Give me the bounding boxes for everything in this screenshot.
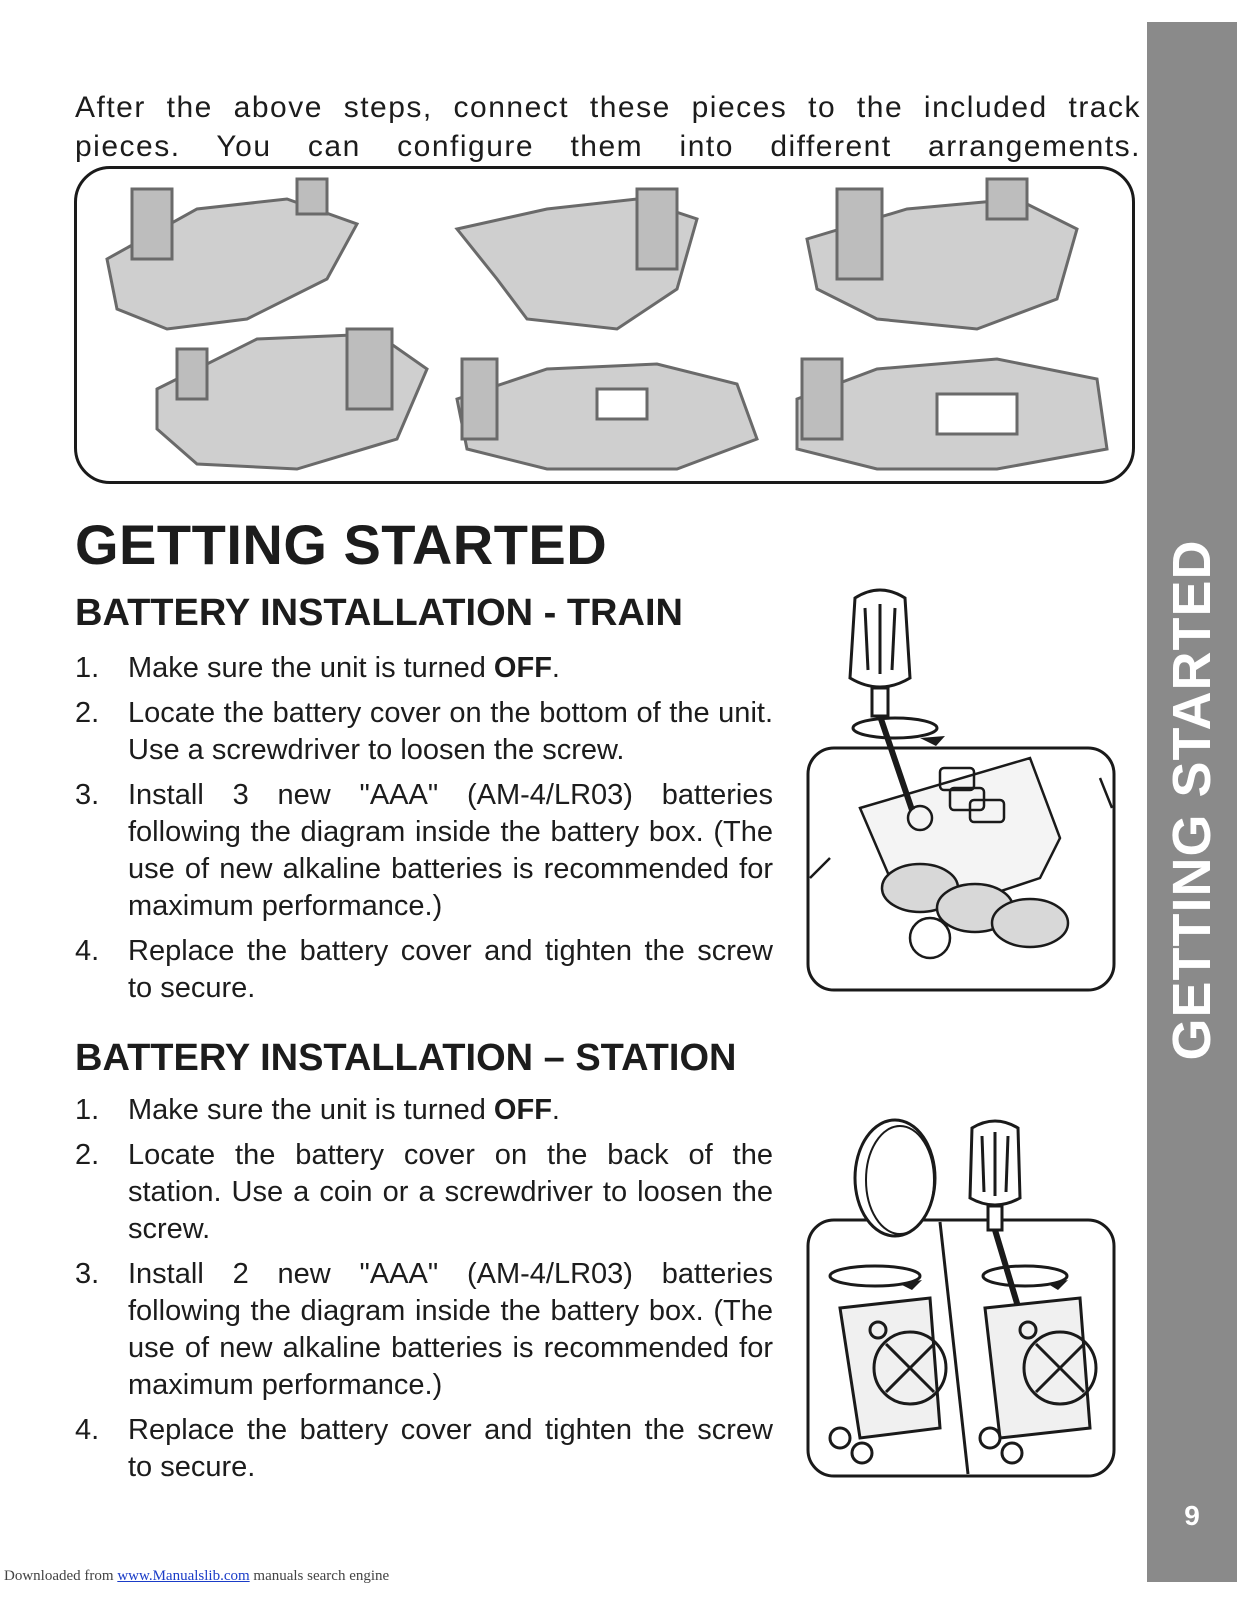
step-number: 1. (75, 652, 100, 684)
station-step (75, 1092, 773, 1129)
step-emphasis: OFF (493, 1094, 552, 1126)
footer-suffix: manuals search engine (249, 1568, 390, 1584)
manualslib-link[interactable]: www.Manualslib.com (117, 1568, 250, 1584)
intro-line-2: pieces. You can configure them into different arrangements. (75, 130, 1141, 163)
footer-prefix: Downloaded from (4, 1568, 118, 1584)
step-text: Install 3 new "AAA" (AM-4/LR03) batteries following the diagram inside the battery box. (The use of new alkaline batteries is recommended for maximum performance.) (128, 779, 773, 922)
step-text-end: . (551, 652, 560, 684)
station-heading: BATTERY INSTALLATION – STATION (75, 1037, 737, 1079)
step-number: 1. (75, 1094, 100, 1126)
track-arrangements-illustration (77, 169, 1132, 481)
train-battery-figure (800, 578, 1120, 1001)
page-title: GETTING STARTED (75, 513, 608, 576)
train-heading: BATTERY INSTALLATION - TRAIN (75, 592, 683, 634)
step-text: Install 2 new "AAA" (AM-4/LR03) batteries following the diagram inside the battery box. (The use of new alkaline batteries is recommended for maximum performance.) (128, 1258, 773, 1401)
intro-paragraph (75, 88, 1141, 166)
train-step (75, 777, 773, 925)
step-text-end: . (551, 1094, 560, 1126)
train-steps (75, 650, 773, 1015)
step-text: Locate the battery cover on the back of the station. Use a coin or a screwdriver to loosen the screw. (128, 1139, 773, 1245)
station-steps (75, 1092, 773, 1494)
step-text: Replace the battery cover and tighten the screw to secure. (128, 935, 773, 1004)
step-text: Replace the battery cover and tighten the screw to secure. (128, 1414, 773, 1483)
train-step (75, 695, 773, 769)
station-battery-figure (800, 1108, 1120, 1485)
page-number: 9 (1184, 1500, 1200, 1531)
step-text: Locate the battery cover on the bottom of the unit. Use a screwdriver to loosen the screw. (128, 697, 773, 766)
station-battery-diagram (800, 1108, 1120, 1480)
step-text: Make sure the unit is turned (128, 652, 494, 684)
step-emphasis: OFF (493, 652, 552, 684)
track-arrangements-figure (74, 166, 1135, 484)
train-step (75, 933, 773, 1007)
train-battery-diagram (800, 578, 1120, 996)
step-number: 3. (75, 779, 100, 811)
step-number: 4. (75, 1414, 100, 1446)
station-step (75, 1412, 773, 1486)
step-number: 4. (75, 935, 100, 967)
step-number: 2. (75, 697, 100, 729)
station-step (75, 1137, 773, 1248)
step-number: 3. (75, 1258, 100, 1290)
step-number: 2. (75, 1139, 100, 1171)
step-text: Make sure the unit is turned (128, 1094, 494, 1126)
train-step (75, 650, 773, 687)
section-tab-label: GETTING STARTED (1162, 539, 1222, 1061)
intro-line-1: After the above steps, connect these pieces to the included track (75, 91, 1141, 124)
station-step (75, 1256, 773, 1404)
download-footer (4, 1568, 389, 1585)
